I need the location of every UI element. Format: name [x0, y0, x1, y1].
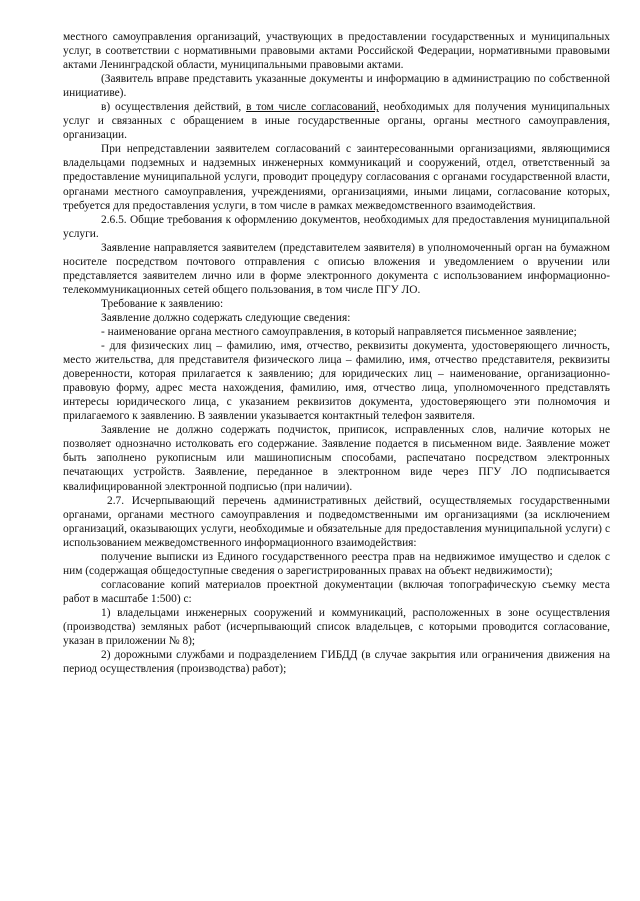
paragraph-requirement: Требование к заявлению: [101, 297, 224, 310]
paragraph-egrp-extract: получение выписки из Единого государственного реестра прав на недвижимое имущество и сделок с ним (содержащая общедоступные сведения о зарегистрированных правах на объект недвижимости); [63, 550, 610, 577]
paragraph-continuation: местного самоуправления организаций, участвующих в предоставлении государственных и муниципальных услуг, в соответствии с нормативными правовыми актами Российской Федерации, нормативными правовыми актами Ленинградской области, муниципальными правовыми актами. [63, 31, 610, 72]
paragraph-project-approval: согласование копий материалов проектной документации (включая топографическую съемку места работ в масштабе 1:500) с: [63, 578, 610, 605]
paragraph-no-corrections: Заявление не должно содержать подчисток, приписок, исправленных слов, наличие которых не позволяет однозначно истолковать его содержание. Заявление подается в письменном виде. Заявление может быть заполнено рукописным или машинописным способами, распечатано посредством электронных печатающих устройств. Заявление, переданное в электронном виде через ПГУ ЛО подписывается квалифицированной электронной подписью (при наличии). [63, 424, 610, 493]
paragraph-item-v [63, 100, 610, 142]
paragraph-approvals: При непредставлении заявителем согласований с заинтересованными организациями, являющимися владельцами подземных и надземных инженерных коммуникаций и сооружений, отдел, ответственный за предоставление муниципальной услуги, проводит процедуру согласования с органами государственной власти, органами местного самоуправления, учреждениями, организациями, иными лицами, согласование которых, требуется для предоставления услуги, в том числе в рамках межведомственного взаимодействия. [63, 143, 610, 212]
paragraph-persons: - для физических лиц – фамилию, имя, отчество, реквизиты документа, удостоверяющего личность, место жительства, для представителя физического лица – фамилию, имя, отчество представителя, реквизиты доверенности, которая прилагается к заявлению; для юридических лиц – наименование, организационно-правовую форму, адрес места нахождения, фамилию, имя, отчество лица, уполномоченного представлять интересы юридического лица, с указанием реквизитов документа, удостоверяющего эти полномочия и прилагаемого к заявлению. В заявлении указывается контактный телефон заявителя. [63, 340, 610, 423]
underlined-phrase: в том числе согласований, [246, 101, 379, 114]
item-v-text: в) осуществления действий, [101, 101, 247, 114]
paragraph-item-1: 1) владельцами инженерных сооружений и коммуникаций, расположенных в зоне осуществления (производства) земляных работ (исчерпывающий список владельцев, с которыми проводится согласование, указан в приложении № 8); [63, 606, 610, 648]
paragraph-organ-name: - наименование органа местного самоуправления, в который направляется письменное заявление; [101, 325, 577, 338]
paragraph-2-7: 2.7. Исчерпывающий перечень административных действий, осуществляемых государственными органами, органами местного самоуправления и подведомственными им организациями (за исключением организаций, оказывающих услуги, необходимые и обязательные для предоставления муниципальной услуги) с использованием межведомственного информационного взаимодействия: [63, 494, 610, 549]
item-v-rest: необходимых для получения муниципальных услуг и связанных с обращением в иные государственные органы, органы местного самоуправления, организации. [63, 101, 610, 142]
paragraph-applicant-right: (Заявитель вправе представить указанные документы и информацию в администрацию по собственной инициативе). [63, 73, 610, 100]
paragraph-2-6-5: 2.6.5. Общие требования к оформлению документов, необходимых для предоставления муниципальной услуги. [63, 213, 610, 240]
paragraph-item-2: 2) дорожными службами и подразделением ГИБДД (в случае закрытия или ограничения движения на период осуществления (производства) работ); [63, 649, 610, 676]
paragraph-contents: Заявление должно содержать следующие сведения: [101, 311, 351, 324]
paragraph-submission: Заявление направляется заявителем (представителем заявителя) в уполномоченный орган на бумажном носителе посредством почтового отправления с описью вложения и уведомлением о вручении или представляется заявителем лично или в форме электронного документа с использованием информационно-телекоммуникационных сетей общего пользования, в том числе ПГУ ЛО. [63, 241, 610, 296]
